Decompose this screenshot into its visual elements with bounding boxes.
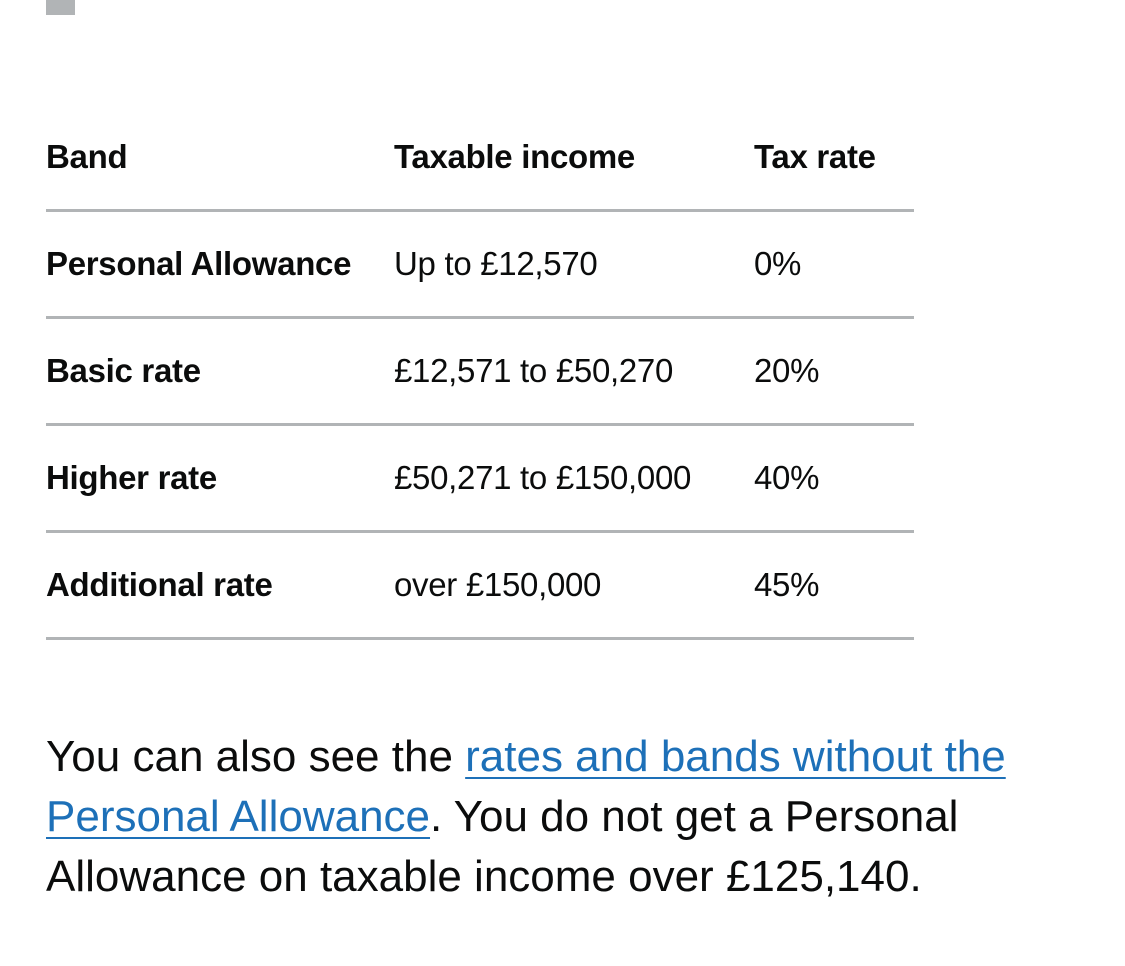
band-cell: Personal Allowance	[46, 211, 394, 318]
table-body	[46, 211, 914, 639]
rate-cell: 20%	[754, 318, 914, 425]
table-row	[46, 425, 914, 532]
personal-allowance-note	[46, 727, 1086, 907]
income-cell: £50,271 to £150,000	[394, 425, 754, 532]
table-row	[46, 318, 914, 425]
rates-without-personal-allowance-link[interactable]: rates and bands without the Personal Allowance	[46, 732, 1006, 841]
note-prefix: You can also see the	[46, 732, 466, 781]
column-header-taxable-income: Taxable income	[394, 104, 754, 211]
note-suffix: . You do not get a Personal Allowance on taxable income over £125,140.	[46, 792, 959, 901]
income-cell: over £150,000	[394, 532, 754, 639]
rate-cell: 40%	[754, 425, 914, 532]
band-cell: Additional rate	[46, 532, 394, 639]
column-header-tax-rate: Tax rate	[754, 104, 914, 211]
band-cell: Basic rate	[46, 318, 394, 425]
rate-cell: 0%	[754, 211, 914, 318]
rate-cell: 45%	[754, 532, 914, 639]
tax-rates-table	[46, 104, 914, 640]
income-cell: £12,571 to £50,270	[394, 318, 754, 425]
table-row	[46, 211, 914, 318]
table-header	[46, 104, 914, 211]
table-header-row	[46, 104, 914, 211]
income-cell: Up to £12,570	[394, 211, 754, 318]
band-cell: Higher rate	[46, 425, 394, 532]
table-row	[46, 532, 914, 639]
column-header-band: Band	[46, 104, 394, 211]
scroll-marker	[46, 0, 75, 15]
